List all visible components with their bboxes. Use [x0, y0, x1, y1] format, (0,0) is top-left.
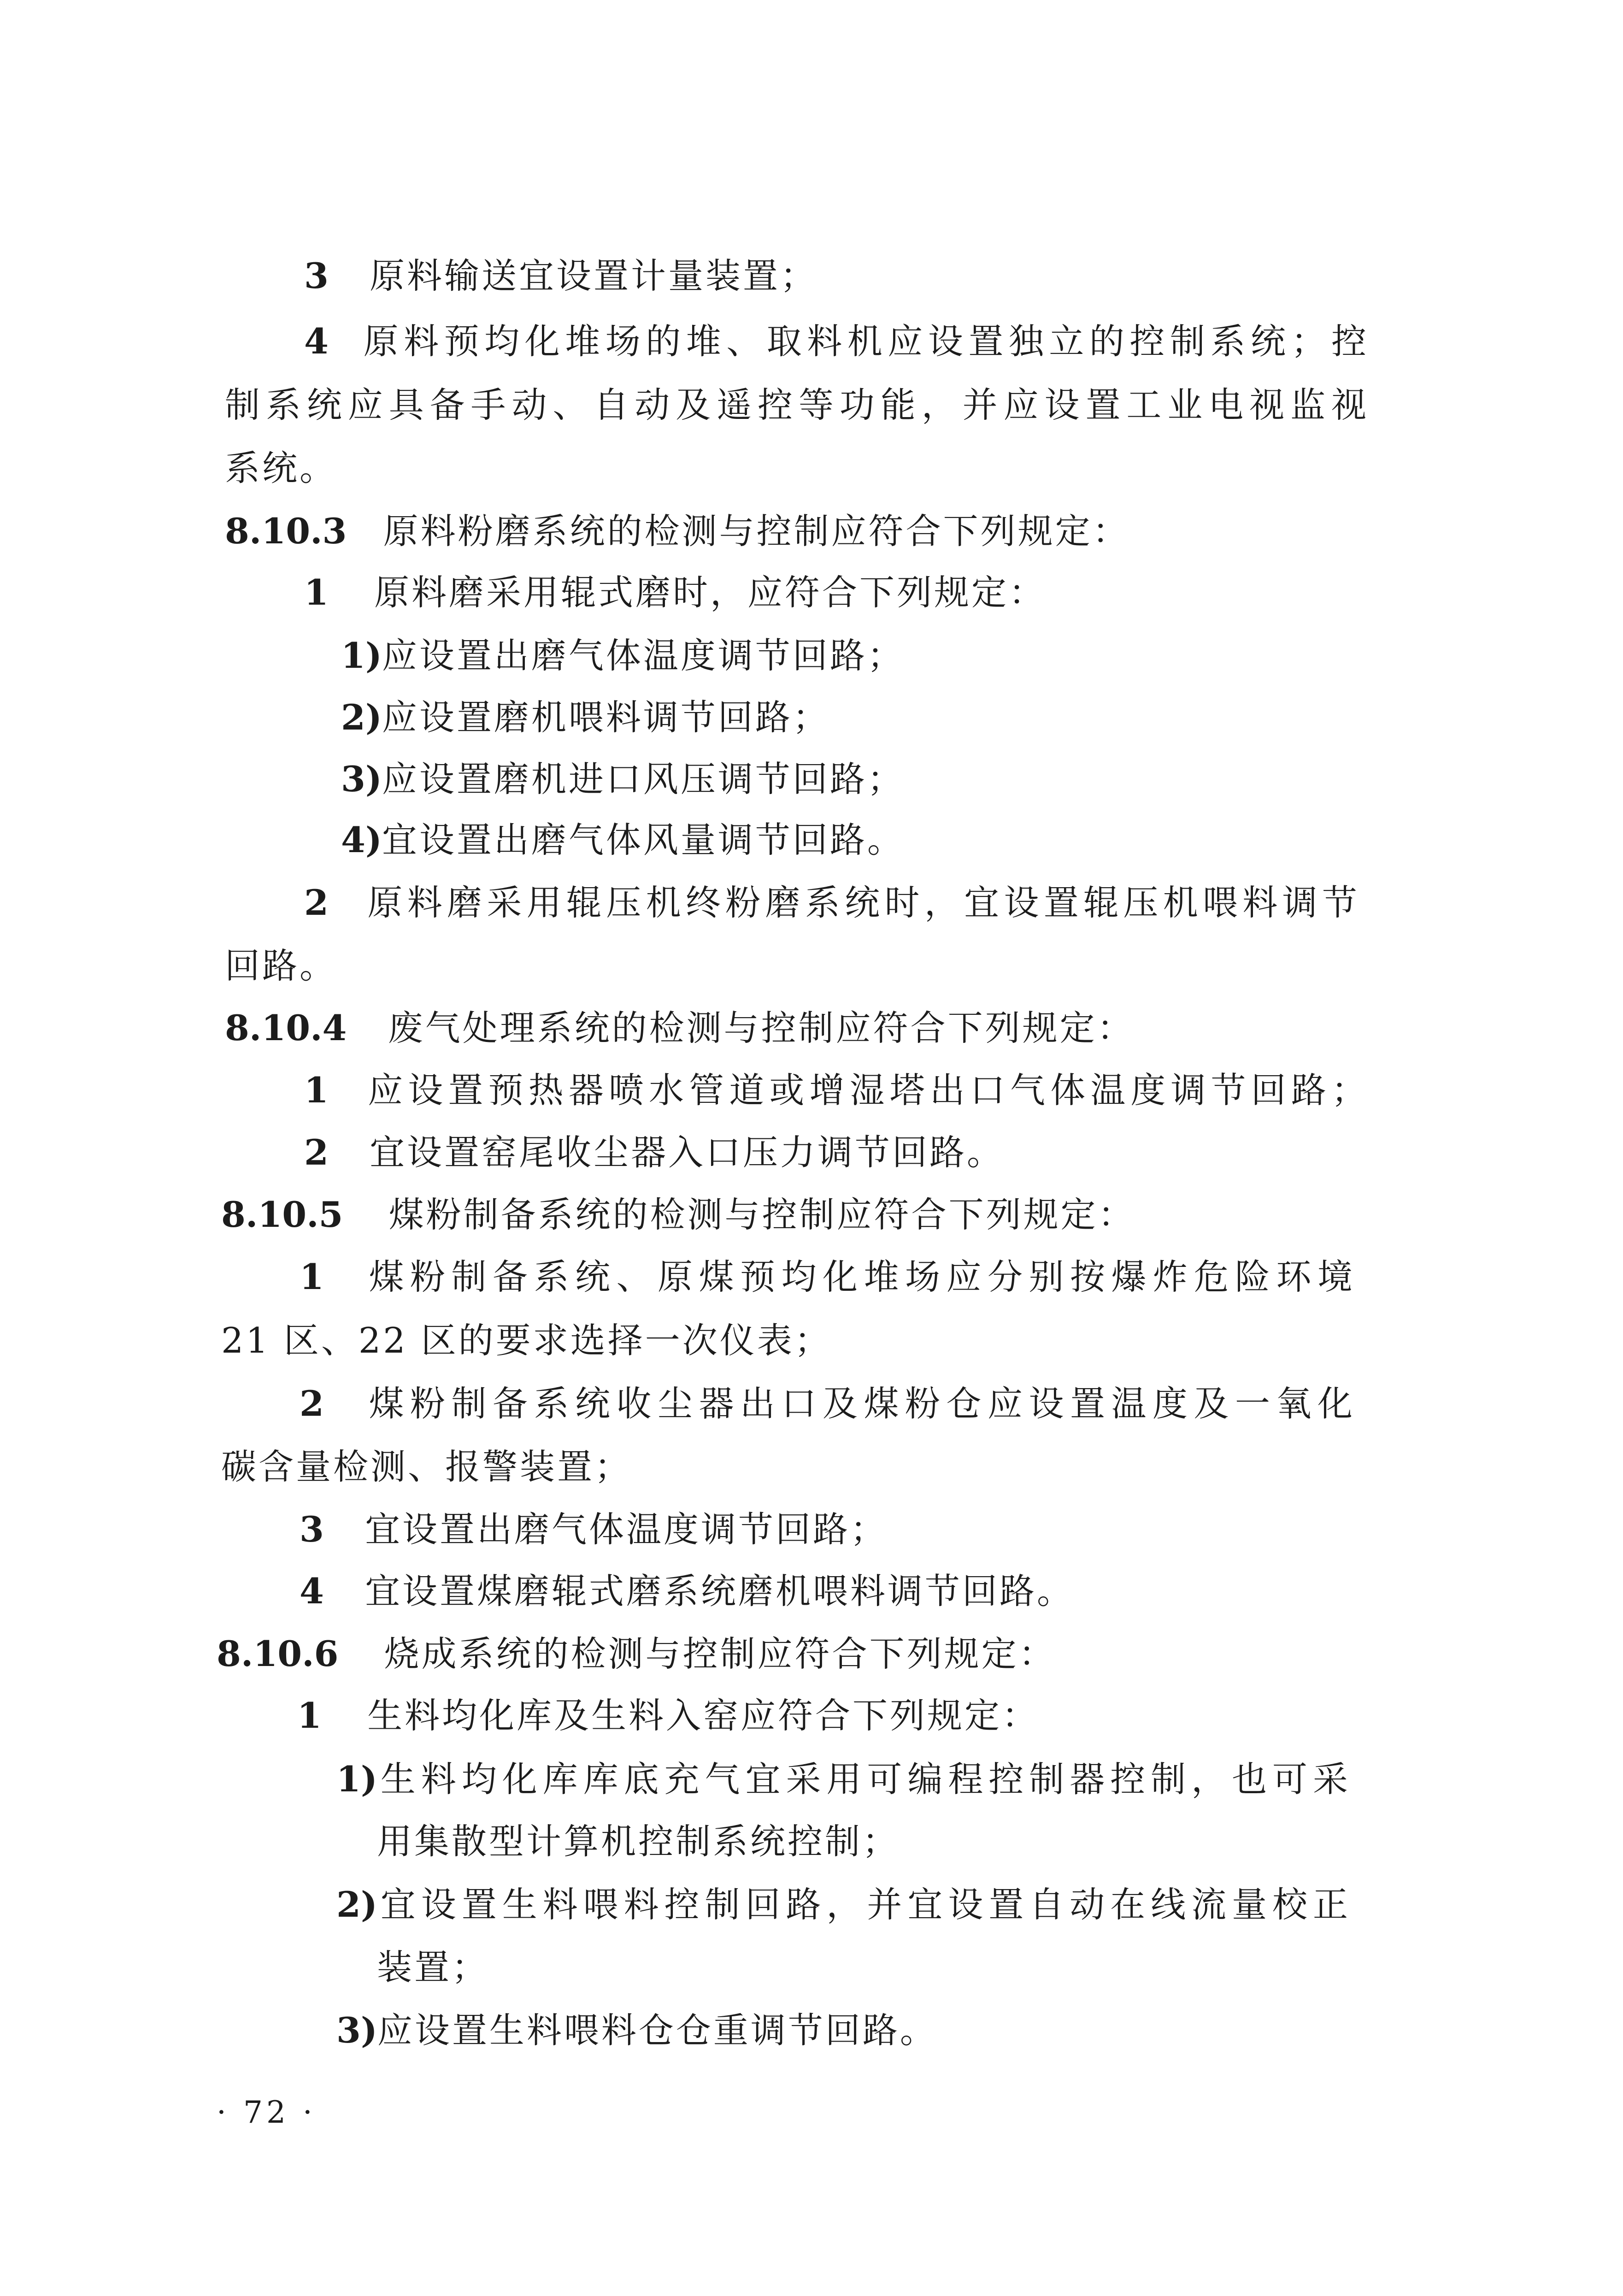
section-number: 8.10.3 — [225, 511, 347, 552]
sub-item-number: 4) — [341, 819, 382, 860]
sub-item-text: 宜设置出磨气体风量调节回路。 — [382, 819, 905, 860]
sub-item-text: 应设置磨机进口风压调节回路； — [382, 759, 905, 800]
section-title: 原料粉磨系统的检测与控制应符合下列规定： — [383, 511, 1130, 552]
item-text: 原料预均化堆场的堆、取料机应设置独立的控制系统；控 — [363, 321, 1369, 362]
list-item — [304, 1062, 1369, 1113]
item-number: 1 — [300, 1256, 324, 1297]
sub-item-number: 2) — [341, 697, 382, 738]
item-text: 生料均化库及生料入窑应符合下列规定： — [367, 1695, 1040, 1736]
item-number: 4 — [304, 321, 329, 362]
item-text: 原料磨采用辊压机终粉磨系统时，宜设置辊压机喂料调节 — [367, 882, 1359, 923]
list-item — [300, 1563, 1074, 1613]
list-item — [300, 1376, 1355, 1426]
section-heading — [221, 1187, 1135, 1237]
sub-item-text: 应设置出磨气体温度调节回路； — [382, 635, 905, 676]
list-item — [297, 1688, 1039, 1738]
sub-item-number: 3) — [336, 2010, 377, 2051]
sub-item-text: 生料均化库库底充气宜采用可编程控制器控制，也可采 — [377, 1759, 1350, 1800]
item-text: 煤粉制备系统收尘器出口及煤粉仓应设置温度及一氧化 — [369, 1383, 1355, 1424]
sub-item — [341, 812, 905, 862]
sub-item-number: 1) — [341, 635, 382, 676]
item-text: 宜设置煤磨辊式磨系统磨机喂料调节回路。 — [365, 1571, 1075, 1612]
sub-item — [336, 2002, 937, 2053]
item-number: 2 — [304, 1132, 329, 1173]
item-number: 2 — [300, 1383, 324, 1424]
text-line: 用集散型计算机控制系统控制； — [377, 1821, 900, 1862]
item-number: 1 — [304, 572, 329, 613]
text-line: 系统。 — [225, 447, 337, 489]
sub-item — [341, 628, 905, 678]
text-line: 装置； — [377, 1947, 489, 1988]
sub-item-number: 3) — [341, 759, 382, 800]
item-number: 1 — [304, 1070, 329, 1111]
sub-item — [336, 1751, 1350, 1801]
sub-item-text: 应设置生料喂料仓仓重调节回路。 — [377, 2010, 937, 2051]
list-item — [304, 875, 1359, 925]
item-text: 煤粉制备系统、原煤预均化堆场应分别按爆炸危险环境 — [369, 1256, 1355, 1297]
list-item — [304, 248, 817, 298]
section-title: 煤粉制备系统的检测与控制应符合下列规定： — [388, 1194, 1135, 1235]
section-heading — [217, 1626, 1056, 1676]
list-item — [304, 1124, 1004, 1175]
item-text: 宜设置出磨气体温度调节回路； — [365, 1509, 888, 1550]
section-number: 8.10.5 — [221, 1194, 343, 1235]
text-line: 制系统应具备手动、自动及遥控等功能，并应设置工业电视监视 — [225, 384, 1369, 425]
section-heading — [225, 1000, 1135, 1050]
text-line: 碳含量检测、报警装置； — [221, 1446, 632, 1487]
sub-item — [341, 751, 905, 801]
section-number: 8.10.4 — [225, 1007, 347, 1048]
list-item — [304, 313, 1369, 364]
item-text: 宜设置窑尾收尘器入口压力调节回路。 — [370, 1132, 1005, 1173]
sub-item-number: 1) — [336, 1759, 377, 1800]
sub-item — [336, 1877, 1350, 1927]
sub-item-number: 2) — [336, 1884, 377, 1925]
list-item — [300, 1249, 1355, 1299]
item-number: 3 — [304, 255, 329, 296]
item-number: 4 — [300, 1571, 324, 1612]
item-text: 原料磨采用辊式磨时，应符合下列规定： — [374, 572, 1047, 613]
section-title: 烧成系统的检测与控制应符合下列规定： — [384, 1633, 1056, 1674]
section-heading — [225, 503, 1130, 553]
item-number: 3 — [300, 1509, 324, 1550]
sub-item — [341, 689, 830, 740]
item-number: 1 — [297, 1695, 322, 1736]
list-item — [300, 1501, 888, 1552]
item-number: 2 — [304, 882, 329, 923]
sub-item-text: 宜设置生料喂料控制回路，并宜设置自动在线流量校正 — [377, 1884, 1350, 1925]
sub-item-text: 应设置磨机喂料调节回路； — [382, 697, 830, 738]
item-text: 原料输送宜设置计量装置； — [370, 255, 818, 296]
page-number: · 72 · — [217, 2095, 316, 2130]
text-line: 21 区、22 区的要求选择一次仪表； — [221, 1320, 832, 1361]
section-title: 废气处理系统的检测与控制应符合下列规定： — [388, 1007, 1135, 1048]
section-number: 8.10.6 — [217, 1633, 339, 1674]
item-text: 应设置预热器喷水管道或增湿塔出口气体温度调节回路； — [368, 1070, 1369, 1111]
list-item — [304, 565, 1046, 615]
text-line: 回路。 — [225, 945, 337, 986]
